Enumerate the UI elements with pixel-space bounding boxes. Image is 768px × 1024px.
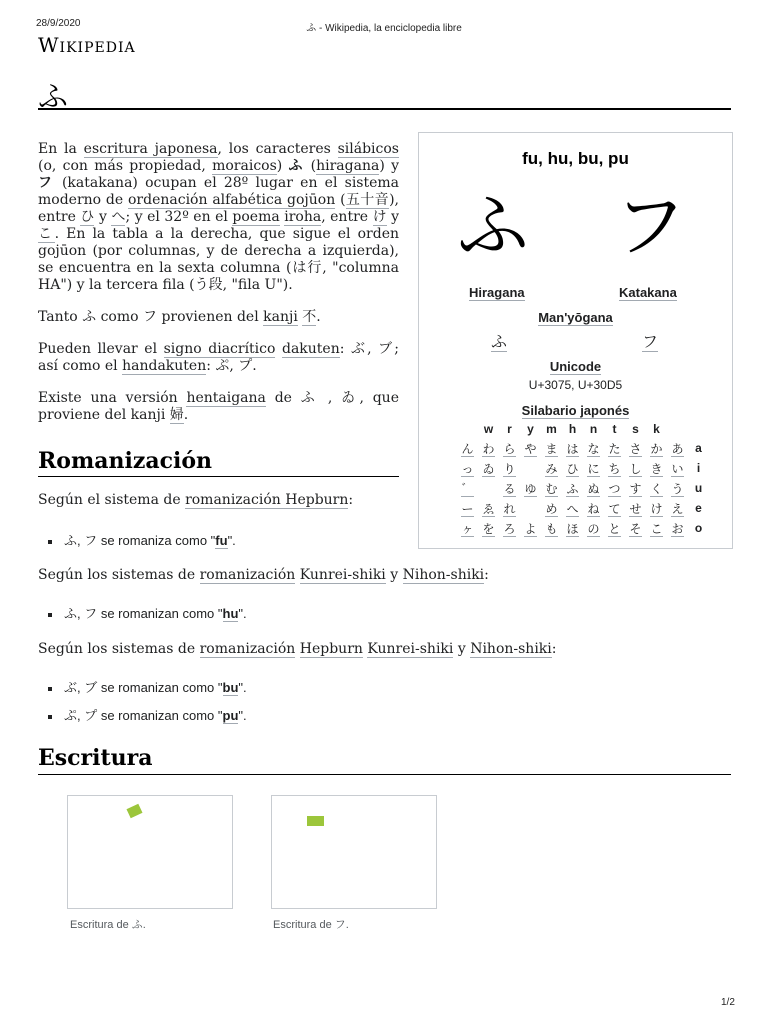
kana-link[interactable]: な [587, 441, 600, 456]
kana-cell[interactable] [583, 458, 604, 478]
grid-header-row [457, 420, 709, 438]
kana-link[interactable]: を [482, 521, 495, 536]
link-katakana-label[interactable]: Katakana [619, 285, 677, 300]
kana-cell[interactable] [625, 518, 646, 538]
grid-header-cell: n [589, 422, 598, 436]
link-escritura-japonesa[interactable]: escritura japonesa [83, 141, 218, 157]
bullet-icon [48, 687, 52, 691]
kana-cell[interactable] [478, 438, 499, 458]
kana-cell[interactable] [520, 438, 541, 458]
kana-link[interactable]: む [545, 481, 558, 496]
kana-link[interactable]: ー [461, 501, 474, 516]
link-hiragana-label[interactable]: Hiragana [469, 285, 525, 300]
kana-cell [520, 498, 541, 518]
kana-link[interactable]: れ [503, 501, 516, 516]
link-dakuten[interactable]: dakuten [282, 341, 340, 357]
vowel-label: e [695, 501, 702, 515]
link-pu[interactable]: pu [222, 708, 239, 723]
kana-link[interactable]: ヶ [461, 521, 474, 536]
kana-cell[interactable] [625, 478, 646, 498]
grid-row [457, 518, 709, 538]
print-title: ふ - Wikipedia, la enciclopedia libre [306, 23, 462, 34]
stroke-marker [126, 804, 142, 819]
link-silabario[interactable]: Silabario japonés [521, 403, 630, 418]
grid-header-cell: h [568, 422, 577, 436]
link-romanizacion[interactable]: romanización [199, 567, 296, 583]
kana-link[interactable]: つ [608, 481, 621, 496]
kana-link[interactable]: ひ [566, 461, 579, 476]
link-bu[interactable]: bu [222, 680, 239, 695]
kana-link[interactable]: み [545, 461, 558, 476]
link-manyogana-hiragana[interactable]: ふ [491, 332, 508, 351]
kana-link[interactable]: せ [629, 501, 642, 516]
link-poema[interactable]: poema [232, 209, 280, 225]
page-title: ふ [38, 80, 68, 115]
grid-row [457, 478, 709, 498]
kana-cell[interactable] [583, 518, 604, 538]
bullet-icon [48, 540, 52, 544]
page-number: 1/2 [721, 997, 735, 1008]
grid-row [457, 458, 709, 478]
kana-link[interactable]: ち [608, 461, 621, 476]
kana-cell[interactable] [457, 438, 478, 458]
grid-header-cell: k [653, 422, 660, 436]
link-he[interactable]: へ [111, 209, 126, 225]
link-gojuon-kanji[interactable]: 五十音 [345, 192, 390, 208]
kana-link[interactable]: あ [671, 441, 684, 456]
caption-katakana: Escritura de フ. [273, 919, 349, 931]
kana-link[interactable]: ま [545, 441, 558, 456]
kana-link[interactable]: す [629, 481, 642, 496]
kana-grid [457, 420, 709, 538]
kana-link[interactable]: そ [629, 521, 642, 536]
kana-cell[interactable] [625, 458, 646, 478]
intro-paragraph-2: Tanto ふ como フ provienen del kanji 不. [38, 309, 321, 325]
kana-cell [520, 458, 541, 478]
link-manyogana-katakana[interactable]: フ [642, 332, 659, 351]
kana-link[interactable]: ふ [566, 481, 579, 496]
kana-link[interactable]: ゐ [482, 461, 495, 476]
kana-cell[interactable] [646, 498, 667, 518]
kana-cell[interactable] [562, 458, 583, 478]
kana-link[interactable]: ぬ [587, 481, 600, 496]
kana-cell[interactable] [562, 518, 583, 538]
kana-link[interactable]: よ [524, 521, 537, 536]
kana-link[interactable]: ん [461, 441, 474, 456]
kana-link[interactable]: や [524, 441, 537, 456]
list-item: ふ, フ se romaniza como "fu". [48, 530, 236, 549]
kana-cell[interactable] [667, 518, 688, 538]
kana-cell[interactable] [541, 518, 562, 538]
link-kunrei-shiki[interactable]: Kunrei-shiki [367, 641, 454, 657]
kana-cell[interactable] [541, 498, 562, 518]
link-iroha[interactable]: iroha [284, 209, 322, 225]
kana-link[interactable]: し [629, 461, 642, 476]
list-item: ぶ, ブ se romanizan como "bu". [48, 677, 247, 696]
link-kanji-fu[interactable]: 不 [302, 309, 317, 325]
kana-cell[interactable] [646, 478, 667, 498]
grid-header-cell: t [612, 422, 617, 436]
grid-header-cell: m [546, 422, 557, 436]
grid-header-cell [688, 420, 709, 438]
romanizacion-sentence-2: Según los sistemas de romanización Kunrei-shiki y Nihon-shiki: [38, 567, 489, 583]
intro-paragraph-4: Existe una versión hentaigana de ふ , ゐ, que proviene del kanji 婦. [38, 390, 399, 423]
kana-link[interactable]: こ [650, 521, 663, 536]
caption-hiragana: Escritura de ふ. [70, 919, 146, 931]
link-hepburn[interactable]: Hepburn [299, 641, 363, 657]
stroke-order-animation-katakana[interactable] [271, 795, 437, 909]
kana-cell[interactable] [499, 478, 520, 498]
kana-cell[interactable] [499, 518, 520, 538]
kana-link[interactable]: と [608, 521, 621, 536]
kana-cell[interactable] [478, 498, 499, 518]
link-moraicos[interactable]: moraicos [212, 158, 277, 174]
vowel-label: o [694, 521, 703, 535]
kana-cell[interactable] [562, 438, 583, 458]
kana-link[interactable]: は [566, 441, 579, 456]
grid-row [457, 438, 709, 458]
grid-row [457, 498, 709, 518]
kana-link[interactable]: た [608, 441, 621, 456]
kana-link[interactable]: ゆ [524, 481, 537, 496]
link-fu[interactable]: fu [215, 533, 228, 548]
big-hiragana: ふ [457, 184, 530, 268]
link-silabicos[interactable]: silábicos [337, 141, 399, 157]
romanizacion-sentence-3: Según los sistemas de romanización Hepburn Kunrei-shiki y Nihon-shiki: [38, 641, 557, 657]
stroke-marker [307, 816, 324, 826]
kana-link[interactable]: く [650, 481, 663, 496]
kana-cell[interactable] [583, 478, 604, 498]
grid-header-cell: r [507, 422, 512, 436]
kana-link[interactable]: わ [482, 441, 495, 456]
link-unicode[interactable]: Unicode [549, 359, 602, 374]
link-ke[interactable]: け [372, 209, 387, 225]
kana-cell[interactable] [604, 458, 625, 478]
kana-cell[interactable] [583, 438, 604, 458]
list-item: ぷ, プ se romanizan como "pu". [48, 705, 247, 724]
kana-link[interactable]: ね [587, 501, 600, 516]
kana-cell [478, 478, 499, 498]
kana-cell[interactable] [604, 438, 625, 458]
link-hentaigana[interactable]: hentaigana [186, 390, 266, 406]
list-item: ふ, フ se romanizan como "hu". [48, 603, 247, 622]
romanizacion-sentence-1: Según el sistema de romanización Hepburn: [38, 492, 354, 508]
kana-link[interactable]: き [650, 461, 663, 476]
kana-cell[interactable] [541, 458, 562, 478]
kana-link[interactable]: け [650, 501, 663, 516]
kana-cell[interactable] [646, 438, 667, 458]
big-katakana: フ [614, 184, 687, 268]
kana-cell[interactable] [562, 498, 583, 518]
kana-link[interactable]: ろ [503, 521, 516, 536]
link-hiragana[interactable]: hiragana [316, 158, 380, 174]
print-date: 28/9/2020 [36, 18, 81, 29]
kana-cell[interactable] [625, 438, 646, 458]
grid-header-cell: y [527, 422, 534, 436]
kana-cell[interactable] [478, 458, 499, 478]
infobox-title: fu, hu, bu, pu [522, 149, 629, 168]
link-gojuon[interactable]: ordenación alfabética gojūon [128, 192, 336, 208]
kana-link[interactable]: り [503, 461, 516, 476]
kana-cell[interactable] [499, 458, 520, 478]
kana-cell[interactable] [520, 518, 541, 538]
kana-cell[interactable] [457, 458, 478, 478]
link-romanizacion[interactable]: romanización [199, 641, 296, 657]
kana-link[interactable]: も [545, 521, 558, 536]
kana-link[interactable]: ゑ [482, 501, 495, 516]
section-heading-romanizacion: Romanización [38, 448, 213, 474]
link-ko[interactable]: こ [38, 226, 55, 242]
link-romanizacion-hepburn[interactable]: romanización Hepburn [185, 492, 349, 508]
kana-link[interactable]: っ [461, 461, 474, 476]
grid-header-cell: w [483, 422, 494, 436]
link-kunrei-shiki[interactable]: Kunrei-shiki [299, 567, 386, 583]
escritura-divider [38, 774, 731, 775]
kana-cell[interactable] [646, 458, 667, 478]
link-kanji-fu-wife[interactable]: 婦 [169, 407, 184, 423]
kana-cell[interactable] [499, 498, 520, 518]
romanizacion-divider [38, 476, 399, 477]
kana-cell[interactable] [646, 518, 667, 538]
kana-cell[interactable] [604, 478, 625, 498]
stroke-order-animation-hiragana[interactable] [67, 795, 233, 909]
link-nihon-shiki[interactable]: Nihon-shiki [470, 641, 552, 657]
kana-link[interactable]: さ [629, 441, 642, 456]
section-heading-escritura: Escritura [38, 745, 153, 771]
link-kanji[interactable]: kanji [263, 309, 298, 325]
kana-cell[interactable] [667, 438, 688, 458]
kana-link[interactable]: て [608, 501, 621, 516]
kana-link[interactable]: い [671, 461, 684, 476]
title-divider [38, 108, 731, 110]
unicode-value: U+3075, U+30D5 [528, 378, 623, 392]
infobox [418, 132, 733, 549]
kana-cell[interactable] [667, 498, 688, 518]
kana-link[interactable]: え [671, 501, 684, 516]
kana-cell[interactable] [604, 498, 625, 518]
vowel-label: i [696, 461, 701, 475]
vowel-label: a [695, 441, 702, 455]
kana-cell[interactable] [625, 498, 646, 518]
kana-cell[interactable] [667, 458, 688, 478]
kana-link[interactable]: ゛ [461, 481, 474, 496]
bullet-icon [48, 613, 52, 617]
link-nihon-shiki[interactable]: Nihon-shiki [402, 567, 485, 583]
vowel-label: u [694, 481, 703, 495]
wikipedia-logo[interactable] [38, 33, 136, 57]
kana-link[interactable]: め [545, 501, 558, 516]
grid-header-cell [457, 420, 478, 438]
kana-cell[interactable] [562, 478, 583, 498]
kana-link[interactable]: お [671, 521, 684, 536]
kana-cell[interactable] [541, 478, 562, 498]
bullet-icon [48, 715, 52, 719]
kana-cell[interactable] [457, 478, 478, 498]
kana-link[interactable]: ら [503, 441, 516, 456]
link-hu[interactable]: hu [222, 606, 239, 621]
link-hi[interactable]: ひ [80, 209, 95, 225]
kana-cell[interactable] [583, 498, 604, 518]
kana-link[interactable]: ほ [566, 521, 579, 536]
kana-cell[interactable] [478, 518, 499, 538]
link-handakuten[interactable]: handakuten [122, 358, 207, 374]
kana-link[interactable]: へ [566, 501, 579, 516]
kana-link[interactable]: か [650, 441, 663, 456]
kana-cell[interactable] [604, 518, 625, 538]
link-signo-diacritico[interactable]: signo diacrítico [163, 341, 276, 357]
kana-cell[interactable] [541, 438, 562, 458]
kana-cell[interactable] [520, 478, 541, 498]
intro [38, 141, 399, 424]
logo-text: Wikipedia [38, 33, 136, 57]
kana-cell[interactable] [457, 498, 478, 518]
grid-header-cell: s [632, 422, 639, 436]
intro-paragraph-1: En la escritura japonesa, los caracteres silábicos (o, con más propiedad, moraicos) ふ (hiragana) y フ (katakana) ocupan el 28º lugar en el sistema moderno de ordenación alfabética gojūon (五十音), entre ひ y へ; y el 32º en el poema iroha, entre け y こ. En la tabla a la derecha, que sigue el orden gojūon (por columnas, y de derecha a izquierda), se encuentra en la sexta columna (は行, "columna HA") y la tercera fila (う段, "fila U"). [38, 141, 400, 293]
kana-link[interactable]: に [587, 461, 600, 476]
kana-link[interactable]: う [671, 481, 684, 496]
kana-cell[interactable] [499, 438, 520, 458]
intro-paragraph-3: Pueden llevar el signo diacrítico dakuten: ぶ, ブ; así como el handakuten: ぷ, プ. [38, 341, 399, 374]
grid-header-cell [667, 420, 688, 438]
kana-link[interactable]: の [587, 521, 600, 536]
kana-cell[interactable] [667, 478, 688, 498]
link-manyogana[interactable]: Man'yōgana [538, 310, 613, 325]
kana-cell[interactable] [457, 518, 478, 538]
kana-link[interactable]: る [503, 481, 516, 496]
